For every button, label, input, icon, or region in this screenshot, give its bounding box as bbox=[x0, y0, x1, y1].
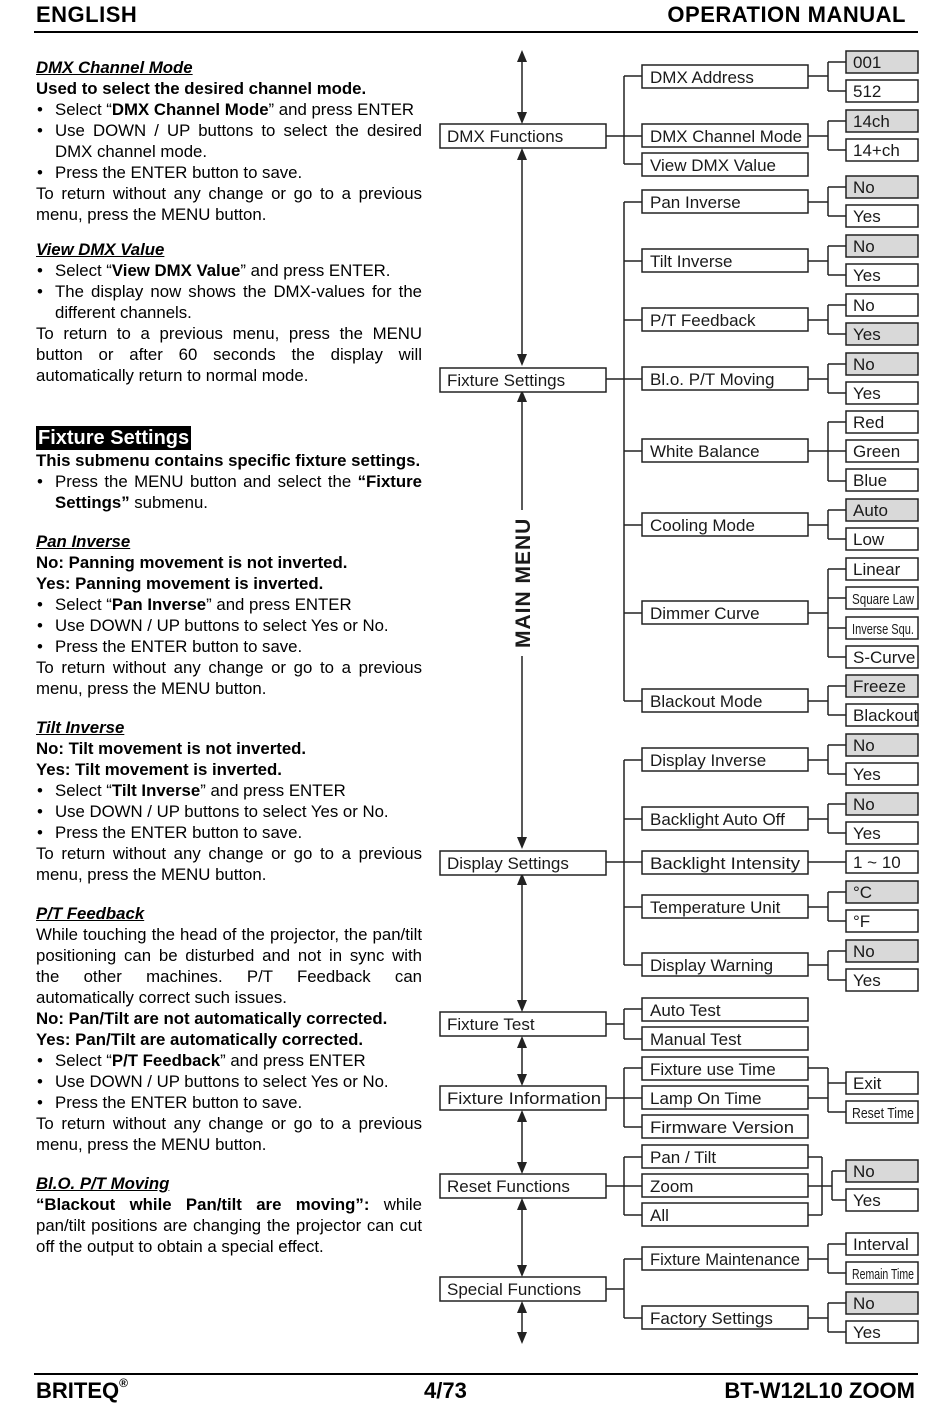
option-label: No bbox=[853, 237, 875, 256]
option-label: No bbox=[853, 178, 875, 197]
list-item: • The display now shows the DMX-values for the different channels. bbox=[36, 281, 422, 323]
option-label: Low bbox=[853, 530, 885, 549]
group-dmx-functions bbox=[440, 51, 918, 176]
sub-item-label: DMX Channel Mode bbox=[650, 127, 802, 146]
list-item: • Use DOWN / UP buttons to select the desired DMX channel mode. bbox=[36, 120, 422, 162]
paragraph: To return without any change or go to a previous menu, press the MENU button. bbox=[36, 184, 422, 224]
option-label: Freeze bbox=[853, 677, 906, 696]
option-label: Yes bbox=[853, 824, 881, 843]
tilt-inverse-heading: Tilt Inverse bbox=[36, 718, 125, 737]
option-label: 512 bbox=[853, 82, 882, 101]
option-label: 1 ~ 10 bbox=[853, 853, 901, 872]
option-label: S-Curve bbox=[853, 648, 916, 667]
sub-item-label: Factory Settings bbox=[650, 1309, 773, 1328]
list-item: • Use DOWN / UP buttons to select Yes or No. bbox=[36, 1071, 422, 1092]
option-label: 14ch bbox=[853, 112, 890, 131]
option-label: No bbox=[853, 296, 875, 315]
sub-item-label: Temperature Unit bbox=[650, 898, 781, 917]
sub-item-label: P/T Feedback bbox=[650, 311, 756, 330]
sub-item-label: Bl.o. P/T Moving bbox=[650, 370, 775, 389]
view-dmx-value-heading: View DMX Value bbox=[36, 240, 165, 259]
main-item-label: Reset Functions bbox=[447, 1177, 570, 1196]
sub-item-label: Dimmer Curve bbox=[650, 604, 760, 623]
footer-divider bbox=[34, 1373, 918, 1375]
sub-item-label: All bbox=[650, 1206, 669, 1225]
option-label: Yes bbox=[853, 266, 881, 285]
main-menu-label: MAIN MENU bbox=[512, 517, 535, 648]
sub-item-label: Fixture use Time bbox=[650, 1060, 776, 1079]
option-yes-text: Yes: Tilt movement is inverted. bbox=[36, 760, 282, 779]
fixture-settings-lead: This submenu contains specific fixture settings. bbox=[36, 451, 421, 470]
list-item: • Select “DMX Channel Mode” and press ENTER bbox=[36, 99, 422, 120]
main-item-label: Fixture Information bbox=[447, 1089, 601, 1108]
option-label: Reset Time bbox=[852, 1105, 914, 1122]
option-label: 14+ch bbox=[853, 141, 900, 160]
option-label: Yes bbox=[853, 384, 881, 403]
pt-feedback-heading: P/T Feedback bbox=[36, 904, 145, 923]
sub-item-label: Pan Inverse bbox=[650, 193, 741, 212]
option-label: Red bbox=[853, 413, 885, 432]
option-label: Linear bbox=[853, 560, 901, 579]
group-display-settings bbox=[440, 734, 918, 991]
option-yes-text: Yes: Panning movement is inverted. bbox=[36, 574, 324, 593]
dmx-channel-mode-heading: DMX Channel Mode bbox=[36, 58, 193, 77]
option-label: Auto bbox=[853, 501, 888, 520]
option-label: Remain Time bbox=[852, 1266, 914, 1283]
sub-item-label: Auto Test bbox=[650, 1001, 721, 1020]
option-label: Yes bbox=[853, 325, 881, 344]
option-no-text: No: Panning movement is not inverted. bbox=[36, 553, 348, 572]
group-reset-functions bbox=[440, 1145, 918, 1226]
sub-item-label: Lamp On Time bbox=[650, 1089, 762, 1108]
paragraph: “Blackout while Pan/tilt are moving”: while pan/tilt positions are changing the projector can cut off the output to obtain a special effect. bbox=[36, 1195, 422, 1256]
paragraph: To return to a previous menu, press the MENU button or after 60 seconds the display will automatically return to normal mode. bbox=[36, 324, 422, 385]
header-title: OPERATION MANUAL bbox=[667, 2, 906, 27]
main-item-label: Display Settings bbox=[447, 854, 569, 873]
list-item: • Select “View DMX Value” and press ENTER. bbox=[36, 260, 422, 281]
option-label: No bbox=[853, 1162, 875, 1181]
list-item: • Press the ENTER button to save. bbox=[36, 636, 422, 657]
option-label: No bbox=[853, 736, 875, 755]
option-label: °C bbox=[853, 883, 873, 902]
option-label: Inverse Squ. bbox=[852, 621, 914, 638]
page-number: 4/73 bbox=[424, 1378, 467, 1403]
paragraph: While touching the head of the projector, the pan/tilt positioning can be disturbed and not in sync with the other machines. P/T Feedback can automatically correct such issues. bbox=[36, 925, 422, 1007]
section-title: Fixture Settings bbox=[38, 427, 190, 449]
sub-item-label: Blackout Mode bbox=[650, 692, 763, 711]
list-item: • Select “Pan Inverse” and press ENTER bbox=[36, 594, 422, 615]
option-label: Yes bbox=[853, 1191, 881, 1210]
sub-item-label: View DMX Value bbox=[650, 156, 776, 175]
option-label: Yes bbox=[853, 1323, 881, 1342]
paragraph: To return without any change or go to a previous menu, press the MENU button. bbox=[36, 658, 422, 698]
sub-item-label: Pan / Tilt bbox=[650, 1148, 717, 1167]
list-item: • Press the MENU button and select the “Fixture Settings” submenu. bbox=[36, 471, 422, 513]
option-label: Blue bbox=[853, 471, 888, 490]
blo-pt-moving-heading: Bl.O. P/T Moving bbox=[36, 1174, 170, 1193]
option-label: No bbox=[853, 1294, 875, 1313]
list-item: • Press the ENTER button to save. bbox=[36, 1092, 422, 1113]
main-item-label: DMX Functions bbox=[447, 127, 564, 146]
option-label: No bbox=[853, 795, 875, 814]
pan-inverse-heading: Pan Inverse bbox=[36, 532, 131, 551]
main-item-label: Fixture Test bbox=[447, 1015, 535, 1034]
sub-item-label: Backlight Auto Off bbox=[650, 810, 785, 829]
main-menu-axis bbox=[512, 50, 535, 1344]
main-item-label: Fixture Settings bbox=[447, 371, 566, 390]
option-label: Yes bbox=[853, 765, 881, 784]
footer-brand: BRITEQ® bbox=[36, 1376, 128, 1403]
list-item: • Select “Tilt Inverse” and press ENTER bbox=[36, 780, 422, 801]
option-label: Interval bbox=[853, 1235, 909, 1254]
main-item-label: Special Functions bbox=[447, 1280, 582, 1299]
option-label: Square Law bbox=[852, 591, 915, 608]
sub-item-label: Firmware Version bbox=[650, 1118, 794, 1137]
sub-item-label: White Balance bbox=[650, 442, 760, 461]
header-language: ENGLISH bbox=[36, 2, 138, 27]
dmx-channel-mode-lead: Used to select the desired channel mode. bbox=[36, 79, 367, 98]
list-item: • Use DOWN / UP buttons to select Yes or No. bbox=[36, 615, 422, 636]
sub-item-label: Display Inverse bbox=[650, 751, 767, 770]
option-label: No bbox=[853, 355, 875, 374]
list-item: • Select “P/T Feedback” and press ENTER bbox=[36, 1050, 422, 1071]
sub-item-label: Tilt Inverse bbox=[650, 252, 733, 271]
option-label: °F bbox=[853, 912, 871, 931]
sub-item-label: Manual Test bbox=[650, 1030, 742, 1049]
footer-model: BT-W12L10 ZOOM bbox=[724, 1378, 915, 1403]
sub-item-label: Cooling Mode bbox=[650, 516, 755, 535]
option-yes-text: Yes: Pan/Tilt are automatically corrected. bbox=[36, 1030, 364, 1049]
list-item: • Use DOWN / UP buttons to select Yes or No. bbox=[36, 801, 422, 822]
option-label: Yes bbox=[853, 971, 881, 990]
option-label: Yes bbox=[853, 207, 881, 226]
option-label: Green bbox=[853, 442, 901, 461]
group-special-functions bbox=[440, 1233, 918, 1343]
option-no-text: No: Pan/Tilt are not automatically corrected. bbox=[36, 1009, 388, 1028]
sub-item-label: Backlight Intensity bbox=[650, 854, 801, 873]
paragraph: To return without any change or go to a previous menu, press the MENU button. bbox=[36, 844, 422, 884]
option-label: 001 bbox=[853, 53, 882, 72]
option-label: No bbox=[853, 942, 875, 961]
option-label: Exit bbox=[853, 1074, 882, 1093]
list-item: • Press the ENTER button to save. bbox=[36, 162, 422, 183]
sub-item-label: Fixture Maintenance bbox=[650, 1250, 800, 1269]
group-fixture-information bbox=[440, 1057, 918, 1138]
sub-item-label: Zoom bbox=[650, 1177, 694, 1196]
sub-item-label: DMX Address bbox=[650, 68, 754, 87]
paragraph: To return without any change or go to a previous menu, press the MENU button. bbox=[36, 1114, 422, 1154]
option-label: Blackout bbox=[853, 706, 919, 725]
list-item: • Press the ENTER button to save. bbox=[36, 822, 422, 843]
group-fixture-test bbox=[440, 998, 808, 1050]
option-no-text: No: Tilt movement is not inverted. bbox=[36, 739, 307, 758]
sub-item-label: Display Warning bbox=[650, 956, 774, 975]
